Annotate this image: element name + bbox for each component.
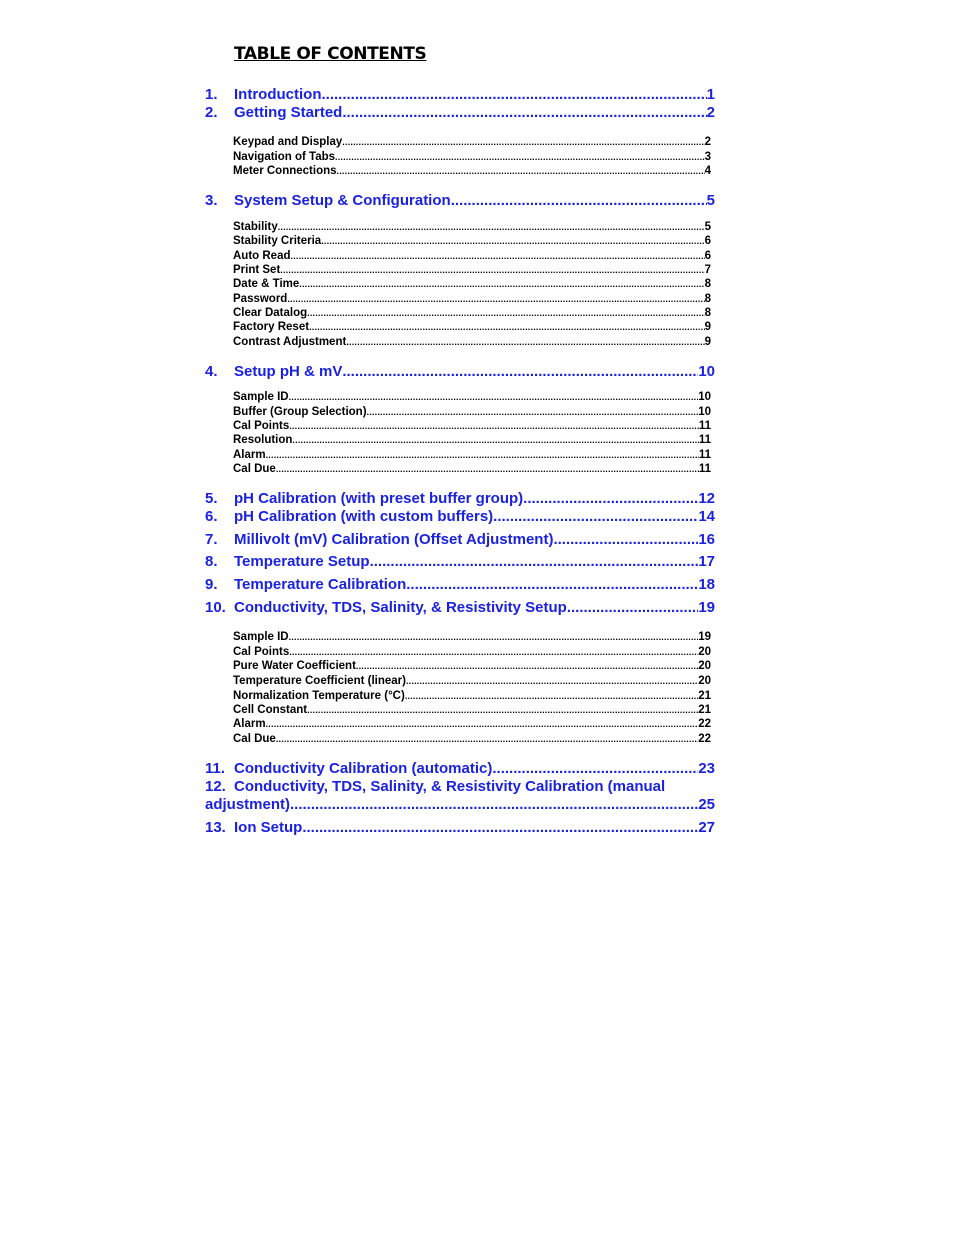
dot-leader <box>523 490 698 508</box>
section-title: Ion Setup <box>234 819 303 836</box>
section-title: pH Calibration (with preset buffer group) <box>234 490 524 507</box>
toc-subentry[interactable] <box>233 263 711 277</box>
page-number: 5 <box>704 221 711 233</box>
subsection-title: Temperature Coefficient (linear) <box>233 675 406 687</box>
toc-subentry[interactable] <box>233 732 711 746</box>
page-number: 8 <box>704 278 711 290</box>
dot-leader <box>289 630 699 644</box>
dot-leader <box>492 760 698 778</box>
toc-subentry[interactable] <box>233 249 711 263</box>
dot-leader <box>289 390 699 404</box>
subsection-title: Cell Constant <box>233 704 308 716</box>
subsection-title: Alarm <box>233 449 266 461</box>
toc-entry-ph-calibration-custom[interactable] <box>205 508 715 526</box>
page-number: 25 <box>698 796 715 813</box>
page-number: 14 <box>698 508 715 525</box>
page-number: 27 <box>698 819 715 836</box>
subsection-title: Sample ID <box>233 391 289 403</box>
subsection-title: Auto Read <box>233 250 291 262</box>
page-number: 6 <box>704 235 711 247</box>
dot-leader <box>337 164 705 178</box>
toc-entry-mv-calibration[interactable] <box>205 531 715 549</box>
dot-leader <box>321 86 706 104</box>
toc-entry-conductivity-setup[interactable] <box>205 599 715 617</box>
page-number: 20 <box>698 675 711 687</box>
dot-leader <box>292 433 698 447</box>
page-number: 11 <box>698 420 711 432</box>
toc-subentry[interactable] <box>233 659 711 673</box>
dot-leader <box>290 796 698 814</box>
dot-leader <box>356 659 698 673</box>
section-number: 13. <box>205 819 226 836</box>
section-title-continued: adjustment) <box>205 796 291 813</box>
section-number: 7. <box>205 531 218 548</box>
toc-entry-setup-ph-mv[interactable] <box>205 363 715 381</box>
dot-leader <box>309 320 705 334</box>
page-number: 21 <box>698 704 711 716</box>
toc-subentry[interactable] <box>233 234 711 248</box>
section-number: 5. <box>205 490 218 507</box>
section-number: 2. <box>205 104 218 121</box>
section-title: System Setup & Configuration <box>234 192 451 209</box>
subsection-title: Password <box>233 293 288 305</box>
toc-subentry[interactable] <box>233 419 711 433</box>
toc-entry-temperature-calibration[interactable] <box>205 576 715 594</box>
page-number: 22 <box>698 733 711 745</box>
section-title: Millivolt (mV) Calibration (Offset Adjustment) <box>234 531 554 548</box>
page-number: 18 <box>698 576 715 593</box>
page-number: 3 <box>704 151 711 163</box>
dot-leader <box>342 104 706 122</box>
toc-subentry[interactable] <box>233 405 711 419</box>
dot-leader <box>307 306 704 320</box>
toc-subentry[interactable] <box>233 630 711 644</box>
page-title: TABLE OF CONTENTS <box>234 44 427 64</box>
page-number: 2 <box>704 136 711 148</box>
dot-leader <box>493 508 698 526</box>
dot-leader <box>346 335 704 349</box>
dot-leader <box>567 599 698 617</box>
page-number: 20 <box>698 646 711 658</box>
toc-subentry[interactable] <box>233 645 711 659</box>
dot-leader <box>289 419 699 433</box>
toc-subentry[interactable] <box>233 433 711 447</box>
toc-subentry[interactable] <box>233 674 711 688</box>
section-title: Temperature Calibration <box>234 576 407 593</box>
toc-subentry[interactable] <box>233 717 711 731</box>
page-number: 10 <box>698 406 711 418</box>
toc-subentry[interactable] <box>233 150 711 164</box>
page-number: 19 <box>698 631 711 643</box>
page-number: 9 <box>704 321 711 333</box>
page-number: 10 <box>698 391 711 403</box>
dot-leader <box>335 150 705 164</box>
page-number: 2 <box>706 104 715 121</box>
section-number: 1. <box>205 86 218 103</box>
toc-entry-ion-setup[interactable] <box>205 819 715 837</box>
subsection-title: Resolution <box>233 434 293 446</box>
dot-leader <box>321 234 704 248</box>
dot-leader <box>451 192 707 210</box>
page-number: 20 <box>698 660 711 672</box>
subsection-title: Buffer (Group Selection) <box>233 406 367 418</box>
dot-leader <box>342 363 698 381</box>
page-number: 21 <box>698 690 711 702</box>
dot-leader <box>342 135 704 149</box>
section-title: Introduction <box>234 86 322 103</box>
subsection-title: Cal Points <box>233 420 290 432</box>
page-number: 19 <box>698 599 715 616</box>
subsection-title: Pure Water Coefficient <box>233 660 356 672</box>
subsection-title: Stability Criteria <box>233 235 322 247</box>
toc-subentry[interactable] <box>233 448 711 462</box>
toc-subentry[interactable] <box>233 689 711 703</box>
toc-subentry[interactable] <box>233 135 711 149</box>
section-title: Conductivity, TDS, Salinity, & Resistivity Setup <box>234 599 567 616</box>
dot-leader <box>553 531 698 549</box>
dot-leader <box>302 819 698 837</box>
section-number: 6. <box>205 508 218 525</box>
section-number: 4. <box>205 363 218 380</box>
page-number: 5 <box>706 192 715 209</box>
page-number: 4 <box>704 165 711 177</box>
toc-entry-conductivity-calibration-manual-cont[interactable] <box>205 796 715 814</box>
page-number: 12 <box>698 490 715 507</box>
toc-subentry[interactable] <box>233 164 711 178</box>
section-number: 3. <box>205 192 218 209</box>
dot-leader <box>307 703 698 717</box>
toc-subentry[interactable] <box>233 277 711 291</box>
dot-leader <box>299 277 704 291</box>
page-number: 11 <box>698 449 711 461</box>
subsection-title: Factory Reset <box>233 321 310 333</box>
section-number: 10. <box>205 599 226 616</box>
section-title: Setup pH & mV <box>234 363 343 380</box>
page-number: 16 <box>698 531 715 548</box>
dot-leader <box>266 448 699 462</box>
page-number: 10 <box>698 363 715 380</box>
section-number: 9. <box>205 576 218 593</box>
dot-leader <box>289 645 698 659</box>
page-number: 8 <box>704 307 711 319</box>
dot-leader <box>278 220 705 234</box>
page-number: 9 <box>704 336 711 348</box>
page-number: 17 <box>698 553 715 570</box>
subsection-title: Keypad and Display <box>233 136 343 148</box>
page-number: 6 <box>704 250 711 262</box>
toc-entry-ph-calibration-preset[interactable] <box>205 490 715 508</box>
subsection-title: Stability <box>233 221 278 233</box>
dot-leader <box>287 292 704 306</box>
toc-entry-temperature-setup[interactable] <box>205 553 715 571</box>
subsection-title: Print Set <box>233 264 281 276</box>
subsection-title: Contrast Adjustment <box>233 336 347 348</box>
subsection-title: Cal Points <box>233 646 290 658</box>
dot-leader <box>266 717 699 731</box>
page-number: 22 <box>698 718 711 730</box>
section-title: Conductivity, TDS, Salinity, & Resistivity Calibration (manual <box>234 778 666 795</box>
page-number: 11 <box>698 434 711 446</box>
page-number: 8 <box>704 293 711 305</box>
dot-leader <box>406 674 698 688</box>
toc-entry-system-setup[interactable] <box>205 192 715 210</box>
toc-subentry[interactable] <box>233 306 711 320</box>
subsection-title: Cal Due <box>233 463 276 475</box>
toc-entry-introduction[interactable] <box>205 86 715 104</box>
page-number: 1 <box>706 86 715 103</box>
subsection-title: Normalization Temperature (°C) <box>233 690 405 702</box>
section-title: pH Calibration (with custom buffers) <box>234 508 494 525</box>
toc-entry-conductivity-calibration-auto[interactable] <box>205 760 715 778</box>
toc-entry-conductivity-calibration-manual[interactable] <box>205 778 665 796</box>
section-title: Conductivity Calibration (automatic) <box>234 760 493 777</box>
dot-leader <box>367 405 699 419</box>
section-title: Getting Started <box>234 104 343 121</box>
section-number: 8. <box>205 553 218 570</box>
page-number: 23 <box>698 760 715 777</box>
toc-subentry[interactable] <box>233 220 711 234</box>
subsection-title: Meter Connections <box>233 165 337 177</box>
toc-subentry[interactable] <box>233 320 711 334</box>
dot-leader <box>276 462 699 476</box>
section-number: 12. <box>205 778 226 795</box>
subsection-title: Alarm <box>233 718 266 730</box>
section-number: 11. <box>205 760 226 777</box>
toc-subentry[interactable] <box>233 703 711 717</box>
dot-leader <box>406 576 698 594</box>
subsection-title: Sample ID <box>233 631 289 643</box>
page-number: 7 <box>704 264 711 276</box>
subsection-title: Cal Due <box>233 733 276 745</box>
dot-leader <box>405 689 698 703</box>
subsection-title: Navigation of Tabs <box>233 151 336 163</box>
toc-subentry[interactable] <box>233 292 711 306</box>
toc-subentry[interactable] <box>233 390 711 404</box>
toc-entry-getting-started[interactable] <box>205 104 715 122</box>
dot-leader <box>291 249 705 263</box>
toc-subentry[interactable] <box>233 462 711 476</box>
toc-subentry[interactable] <box>233 335 711 349</box>
page-number: 11 <box>698 463 711 475</box>
section-title: Temperature Setup <box>234 553 370 570</box>
dot-leader <box>370 553 699 571</box>
subsection-title: Date & Time <box>233 278 300 290</box>
dot-leader <box>280 263 704 277</box>
dot-leader <box>276 732 698 746</box>
subsection-title: Clear Datalog <box>233 307 308 319</box>
